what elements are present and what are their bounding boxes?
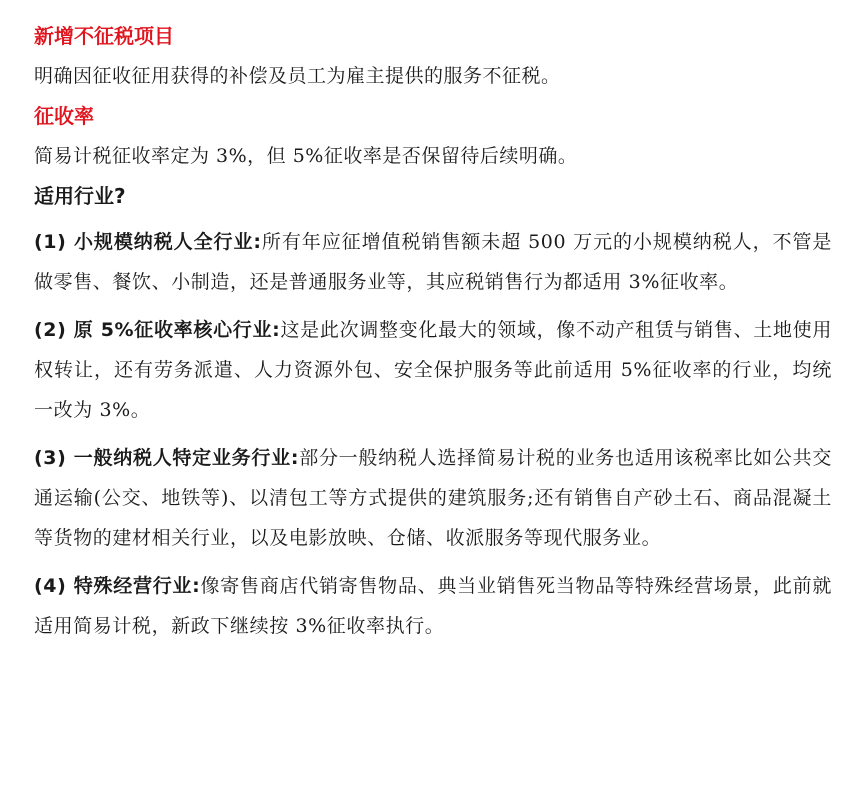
heading-levy-rate: 征收率: [34, 104, 94, 128]
item-text: 这是此次调整变化最大的领域，像不动产租赁与销售、土地使用权转让，还有劳务派遣、人力资源外包、安全保护服务等此前适用 5%征收率的行业，均统一改为 3%。: [34, 319, 832, 421]
item-lead: (4) 特殊经营行业:: [34, 575, 201, 597]
item-text: 部分一般纳税人选择简易计税的业务也适用该税率比如公共交通运输(公交、地铁等)、以清包工等方式提供的建筑服务;还有销售自产砂土石、商品混凝土等货物的建材相关行业，以及电影放映、仓储、收派服务等现代服务业。: [34, 447, 832, 549]
list-item-former-five-percent: [34, 310, 832, 430]
heading-applicable-industries: 适用行业?: [34, 184, 126, 208]
list-item-small-scale: [34, 222, 832, 302]
paragraph-levy-rate: 简易计税征收率定为 3%，但 5%征收率是否保留待后续明确。: [34, 145, 578, 167]
item-lead: (3) 一般纳税人特定业务行业:: [34, 447, 300, 469]
item-text: 所有年应征增值税销售额未超 500 万元的小规模纳税人，不管是做零售、餐饮、小制造，还是普通服务业等，其应税销售行为都适用 3%征收率。: [34, 231, 833, 293]
paragraph-non-taxable: 明确因征收征用获得的补偿及员工为雇主提供的服务不征税。: [34, 65, 561, 87]
list-item-general-taxpayer: [34, 438, 832, 558]
heading-new-non-taxable: 新增不征税项目: [34, 24, 174, 48]
item-lead: (2) 原 5%征收率核心行业:: [34, 319, 281, 341]
item-lead: (1) 小规模纳税人全行业:: [34, 231, 262, 253]
list-item-special-business: [34, 566, 832, 646]
item-text: 像寄售商店代销寄售物品、典当业销售死当物品等特殊经营场景，此前就适用简易计税，新政下继续按 3%征收率执行。: [34, 575, 832, 637]
